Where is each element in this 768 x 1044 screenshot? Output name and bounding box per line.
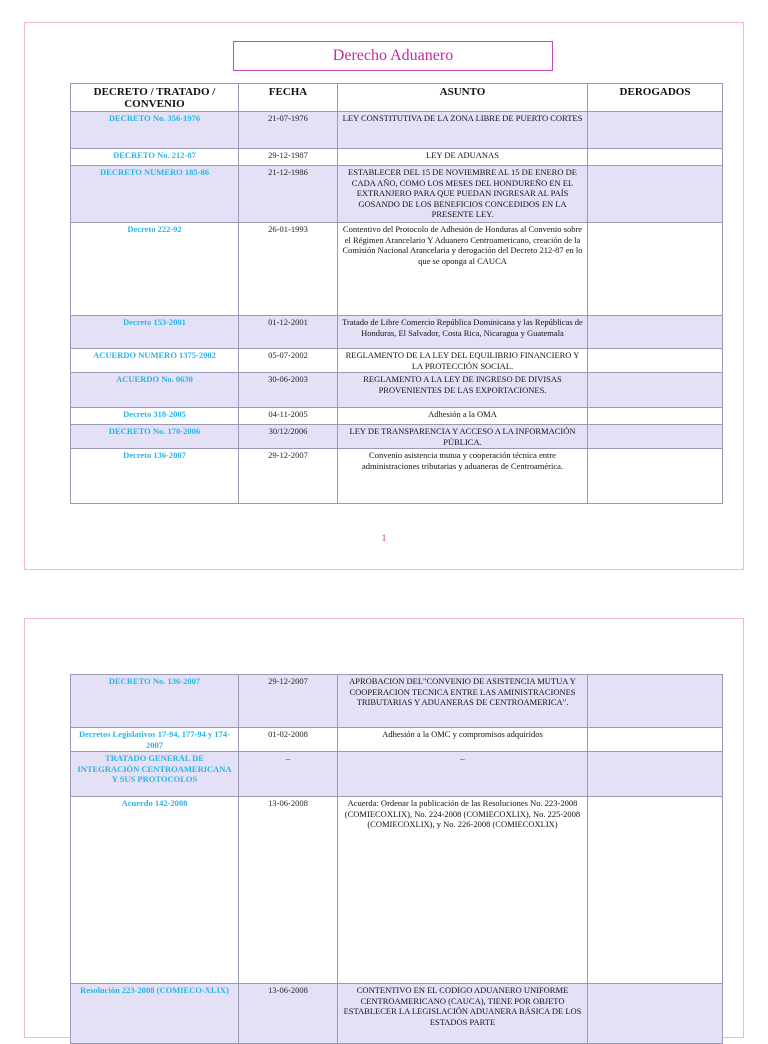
derogados-cell [588,984,723,1044]
subject-cell: APROBACION DEL"CONVENIO DE ASISTENCIA MUTUA Y COOPERACION TECNICA ENTRE LAS AMINISTRACIONES TRIBUTARIAS Y ADUANERAS DE CENTROAMERICA". [338,675,588,728]
page-number: 1 [381,533,387,543]
derogados-cell [588,425,723,449]
derogados-cell [588,797,723,984]
table-row [71,425,723,449]
decree-cell: Acuerdo 142-2008 [71,797,239,984]
date-cell: 13-06-2008 [239,984,338,1044]
decree-cell: TRATADO GENERAL DE INTEGRACIÓN CENTROAMERICANA Y SUS PROTOCOLOS [71,752,239,797]
date-cell: 21-07-1976 [239,112,338,149]
decrees-table-page-1 [70,83,723,504]
decree-cell: Decreto 222-92 [71,223,239,316]
date-cell: 21-12-1986 [239,166,338,223]
date-cell: 01-12-2001 [239,316,338,349]
column-header-decreto: DECRETO / TRATADO / CONVENIO [71,84,239,112]
date-cell: 29-12-1987 [239,149,338,166]
derogados-cell [588,675,723,728]
derogados-cell [588,223,723,316]
subject-cell: ESTABLECER DEL 15 DE NOVIEMBRE AL 15 DE ENERO DE CADA AÑO, COMO LOS MESES DEL HONDUREÑO EN EL EXTRANJERO PARA QUE PUEDAN INGRESAR AL PAÍS GOSANDO DE LOS BENEFICIOS CONCEDIDOS EN LA PRESENTE LEY. [338,166,588,223]
decree-cell: DECRETO No. 170-2006 [71,425,239,449]
date-cell: 30/12/2006 [239,425,338,449]
subject-cell: REGLAMENTO DE LA LEY DEL EQUILIBRIO FINANCIERO Y LA PROTECCIÓN SOCIAL. [338,349,588,373]
derogados-cell [588,316,723,349]
column-header-derogados: DEROGADOS [588,84,723,112]
document-page-2 [24,618,744,1038]
document-page-1 [24,22,744,570]
table-row [71,112,723,149]
decrees-table-page-2 [70,674,723,1044]
date-cell: 29-12-2007 [239,675,338,728]
table-row [71,373,723,408]
decree-cell: Decreto 153-2001 [71,316,239,349]
column-header-fecha: FECHA [239,84,338,112]
subject-cell: Tratado de Libre Comercio República Dominicana y las Repúblicas de Honduras, El Salvador, Costa Rica, Nicaragua y Guatemala [338,316,588,349]
table-row [71,675,723,728]
column-header-asunto: ASUNTO [338,84,588,112]
table-row [71,728,723,752]
subject-cell: LEY DE TRANSPARENCIA Y ACCESO A LA INFORMACIÓN PÚBLICA. [338,425,588,449]
date-cell: 01-02-2008 [239,728,338,752]
subject-cell: Adhesión a la OMC y compromisos adquiridos [338,728,588,752]
subject-cell: Acuerda: Ordenar la publicación de las Resoluciones No. 223-2008 (COMIECOXLIX), No. 224-2008 (COMIECOXLIX), No. 225-2008 (COMIECOXLIX), y No. 226-2008 (COMIECOXLIX) [338,797,588,984]
document-title: Derecho Aduanero [233,41,553,71]
decree-cell: DECRETO No. 136-2007 [71,675,239,728]
table-row [71,223,723,316]
table-row [71,149,723,166]
subject-cell: Contentivo del Protocolo de Adhesión de Honduras al Convenio sobre el Régimen Arancelario Y Aduanero Centroamericano, creación de la Comisión Nacional Arancelaria y derogación del Decreto 212-87 en lo que se oponga al CAUCA [338,223,588,316]
derogados-cell [588,166,723,223]
date-cell: 05-07-2002 [239,349,338,373]
table-row [71,797,723,984]
derogados-cell [588,408,723,425]
decree-cell: Decreto 136-2007 [71,449,239,504]
decree-cell: DECRETO No. 356-1976 [71,112,239,149]
table-row [71,984,723,1044]
derogados-cell [588,112,723,149]
subject-cell: Convenio asistencia mutua y cooperación técnica entre administraciones tributarias y aduaneras de Centroamérica. [338,449,588,504]
subject-cell: CONTENTIVO EN EL CODIGO ADUANERO UNIFORME CENTROAMERICANO (CAUCA), TIENE POR OBJETO ESTABLECER LA LEGISLACIÓN ADUANERA BÁSICA DE LOS ESTADOS PARTE [338,984,588,1044]
decree-cell: Decretos Legislativos 17-94, 177-94 y 174-2007 [71,728,239,752]
table-row [71,316,723,349]
date-cell: 13-06-2008 [239,797,338,984]
date-cell: 30-06-2003 [239,373,338,408]
decree-cell: ACUERDO No. 0630 [71,373,239,408]
derogados-cell [588,728,723,752]
table-row [71,449,723,504]
date-cell: 29-12-2007 [239,449,338,504]
table-row [71,349,723,373]
table-row [71,166,723,223]
subject-cell: LEY DE ADUANAS [338,149,588,166]
decree-cell: Decreto 318-2005 [71,408,239,425]
derogados-cell [588,752,723,797]
derogados-cell [588,449,723,504]
table-row [71,408,723,425]
decree-cell: ACUERDO NUMERO 1375-2002 [71,349,239,373]
decree-cell: DECRETO NUMERO 185-86 [71,166,239,223]
derogados-cell [588,373,723,408]
table-header-row [71,84,723,112]
date-cell: 26-01-1993 [239,223,338,316]
date-cell: 04-11-2005 [239,408,338,425]
subject-cell: Adhesión a la OMA [338,408,588,425]
subject-cell: – [338,752,588,797]
subject-cell: LEY CONSTITUTIVA DE LA ZONA LIBRE DE PUERTO CORTES [338,112,588,149]
derogados-cell [588,149,723,166]
date-cell: – [239,752,338,797]
subject-cell: REGLAMENTO A LA LEY DE INGRESO DE DIVISAS PROVENIENTES DE LAS EXPORTACIONES. [338,373,588,408]
table-row [71,752,723,797]
derogados-cell [588,349,723,373]
decree-cell: Resolución 223-2008 (COMIECO-XLIX) [71,984,239,1044]
decree-cell: DECRETO No. 212-87 [71,149,239,166]
